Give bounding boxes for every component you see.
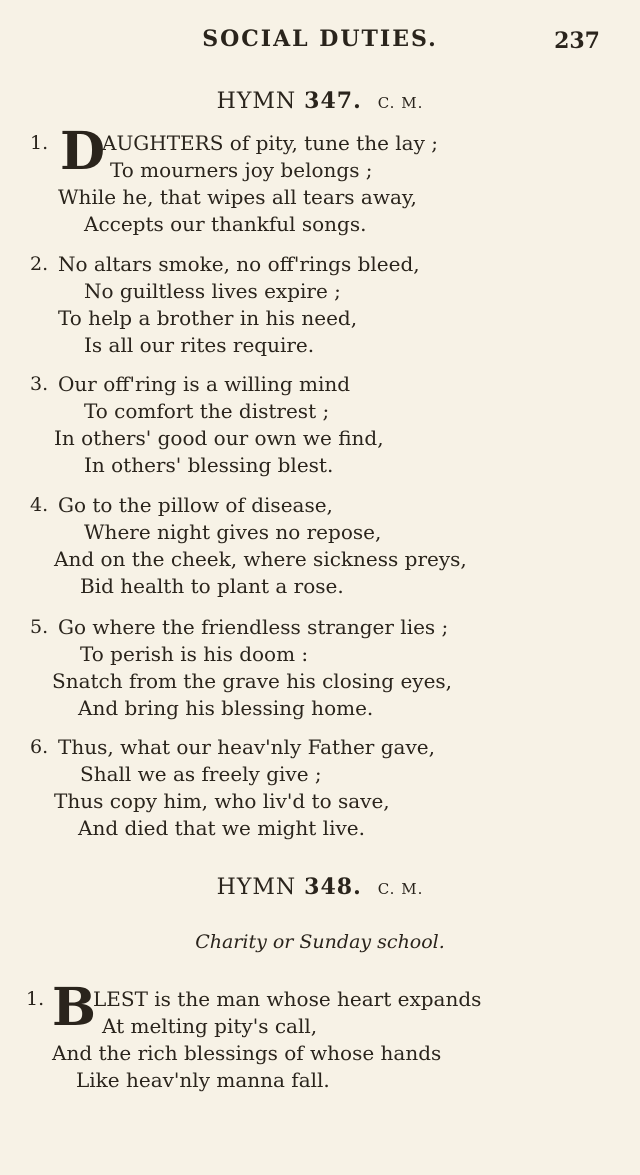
verse-line: In others' blessing blest. <box>84 453 334 477</box>
verse-line: And the rich blessings of whose hands <box>52 1041 442 1065</box>
verse-line: Shall we as freely give ; <box>80 762 322 786</box>
hymn-meter: C. M. <box>377 94 424 112</box>
hymn-number: 348. <box>304 874 362 900</box>
verse-line: And bring his blessing home. <box>78 696 374 720</box>
page-number: 237 <box>554 28 600 54</box>
verse-line: Where night gives no repose, <box>84 520 382 544</box>
verse-line: To comfort the distrest ; <box>84 399 330 423</box>
verse-line: Thus, what our heav'nly Father gave, <box>58 735 435 759</box>
verse-number: 4. <box>30 494 49 516</box>
verse-number: 5. <box>30 616 49 638</box>
verse-number: 1. <box>26 988 45 1010</box>
verse-line: No guiltless lives expire ; <box>84 279 341 303</box>
verse-number: 6. <box>30 736 49 758</box>
verse-line: Our off'ring is a willing mind <box>58 372 351 396</box>
hymn-title-prefix: HYMN <box>216 875 297 900</box>
drop-cap: D <box>60 121 106 182</box>
verse-line: Accepts our thankful songs. <box>84 212 367 236</box>
hymn-title-prefix: HYMN <box>216 89 297 114</box>
verse-number: 2. <box>30 253 49 275</box>
verse-number: 1. <box>30 132 49 154</box>
hymn-title <box>0 88 640 114</box>
verse-line: And on the cheek, where sickness preys, <box>54 547 467 571</box>
hymn-meter: C. M. <box>377 880 424 898</box>
verse-line: Snatch from the grave his closing eyes, <box>52 669 453 693</box>
verse-line: While he, that wipes all tears away, <box>58 185 417 209</box>
verse-line: Go to the pillow of disease, <box>58 493 333 517</box>
verse-line: At melting pity's call, <box>102 1014 318 1038</box>
verse-line: To mourners joy belongs ; <box>110 158 373 182</box>
running-head: SOCIAL DUTIES. <box>202 26 438 52</box>
verse-line: Thus copy him, who liv'd to save, <box>54 789 390 813</box>
verse-line: Bid health to plant a rose. <box>80 574 344 598</box>
verse-line: In others' good our own we find, <box>54 426 384 450</box>
verse-line: Is all our rites require. <box>84 333 315 357</box>
verse-line: Go where the friendless stranger lies ; <box>58 615 449 639</box>
hymn-number: 347. <box>304 88 362 114</box>
hymn-title <box>0 874 640 900</box>
drop-cap: B <box>52 977 96 1038</box>
verse-line: To perish is his doom : <box>80 642 309 666</box>
verse-line: LEST is the man whose heart expands <box>93 987 482 1011</box>
verse-line: To help a brother in his need, <box>58 306 358 330</box>
verse-line: AUGHTERS of pity, tune the lay ; <box>102 131 438 155</box>
verse-line: And died that we might live. <box>78 816 365 840</box>
verse-line: No altars smoke, no off'rings bleed, <box>58 252 420 276</box>
verse-line: Like heav'nly manna fall. <box>76 1068 330 1092</box>
verse-number: 3. <box>30 373 49 395</box>
hymn-subtitle: Charity or Sunday school. <box>195 931 445 953</box>
